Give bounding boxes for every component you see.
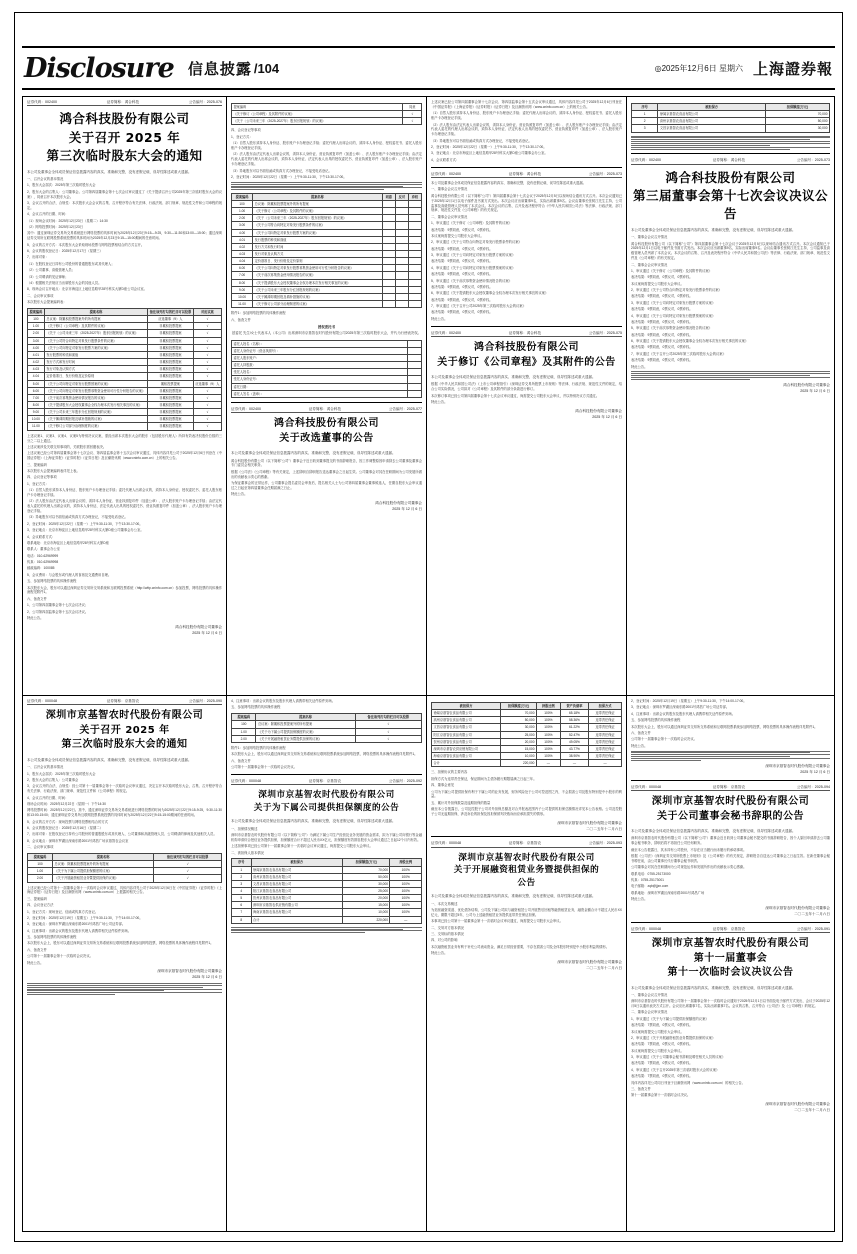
security-code: 证券代码：000048: [231, 778, 261, 783]
filler-lines: [27, 983, 222, 995]
table-row: 文昌京基智农食品有限公司 30,000 100% 61.22% 连带责任保证: [432, 724, 622, 731]
continued-signature: 深圳市京基智农时代股份有限公司董事会 2025 年 12 月 6 日: [765, 764, 830, 774]
table-row: 9.00 《关于公司未来三年股东分红回报规划的议案》 非累积投票提案 √: [28, 409, 222, 416]
table-row: 8 合计 220,000 —: [232, 916, 422, 923]
announcement-no: 公告编号：2025-073: [796, 158, 830, 163]
table-row: 4.00 《关于公司向特定对象发行股票方案的议案》 非累积投票提案 √: [28, 344, 222, 351]
security-code: 证券代码：002400: [431, 171, 461, 176]
continued-body: 4、注意事项：出席会议的股东及股东代理人请携带相关证件原件到场。 五、参加网络投票的具体操作流程: [231, 699, 336, 710]
article-body: 一、召开会议的基本情况 1、股东大会届次：2025年第三次临时股东大会 2、股东大会的召集人：公司董事会。公司第四届董事会第十七次会议审议通过了《关于提请召开公司2025年第三次临时股东大会的议案》，同意召开本次股东大会。 3、会议召开的合法、合规性：本次股东大会会议的召集、召开程序符合有关法律、行政法规、部门规章、规范性文件和公司章程的规定。 4、会议召开的日期、时间： （1）现场会议时间：2025年12月23日（星期二）14:30 （2）网络投票时间：2025年12月23日 其中：通过深圳证券交易所交易系统进行网络投票的具体时间为2025年12月23日9:15—9:25，9:30—11:30和13:00—15:00；通过深圳证券交易所互联网投票系统投票的具体时间为2025年12月23日9:15—15:00期间的任意时间。 5、会议的召开方式：本次股东大会采取现场投票与网络投票相结合的方式召开。 6、会议的股权登记日：2025年12月17日（星期三） 7、出席对象： （1）在股权登记日持有公司股份的普通股股东或其代理人； （2）公司董事、高级管理人员； （3）公司聘请的见证律师； （4）根据相关法规应当出席股东大会的其他人员。 8、现场会议召开地点：北京市海淀区上地信息路甲28号科实大厦D座公司会议室。 二、会议审议事项 本次股东大会提案编码表：: [27, 177, 222, 305]
article-meta: [631, 158, 830, 164]
table-row: 9.00 《关于公司未来三年股东分红回报规划的议案》: [232, 286, 422, 293]
table-row: 4.00 《关于公司向特定对象发行股票方案的议案》: [232, 229, 422, 236]
top-summary-table: [631, 103, 830, 133]
column-2-lower: [227, 696, 426, 1231]
table-row: 11.00 《关于修订公司部分治理制度的议案》 非累积投票提案 √: [28, 423, 222, 430]
column-2-upper: [227, 97, 426, 695]
article-meta: [27, 699, 222, 705]
table-row: 提案编码 同意: [232, 104, 422, 111]
security-code: 证券代码：002400: [431, 330, 461, 335]
table-row: 2.00 《关于〈公司未来三年（2025-2027年）股东回报规划〉的议案》 非累积投票提案 √: [28, 330, 222, 337]
column-4-lower: [627, 696, 834, 1231]
table-row: 6.00 《关于公司向特定对象发行股票募集资金使用可行性分析报告的议案》 非累积投票提案 √: [28, 387, 222, 394]
th-vote: 对应议案: [193, 308, 221, 315]
security-code: 证券代码：000048: [27, 699, 57, 703]
table-row: 3 文昌京基智农食品有限公司 30,000: [632, 125, 830, 132]
vote-instructions: 附件1：参加网络投票的具体操作流程 本次股东大会上，股东可以通过深圳证券交易所交易系统和互联网投票系统参加网络投票，网络投票的具体操作流程详见附件1。 六、备查文件 公司第十一届董事会第十一次临时会议决议。: [231, 745, 418, 769]
announcement-no: 公告编号：2025-076: [188, 100, 222, 104]
security-code: 证券代码：002400: [231, 406, 261, 411]
article-body: 一、董事会会议召开情况 深圳市京基智农时代股份有限公司第十一届董事会第十一次临时会议通知于2025年12月1日以书面及电子邮件方式发出，会议于2025年12月5日以通讯表决方式召开。会议应出席董事7名，实际出席董事7名。会议的召集、召开符合《公司法》及《公司章程》的规定。 二、董事会会议审议情况 1、审议通过《关于为下属公司提供担保额度的议案》 表决结果：7票同意，0票反对，0票弃权。 本议案尚需提交公司股东大会审议。 2、审议通过《关于开展融资租赁业务暨提供担保的议案》 表决结果：7票同意，0票反对，0票弃权。 本议案尚需提交公司股东大会审议。 3、审议通过《关于公司董事会秘书辞职及聘任相关人员的议案》 表决结果：7票同意，0票反对，0票弃权。 4、审议通过《关于召开2025年第三次临时股东大会的议案》 表决结果：7票同意，0票反对，0票弃权。 具体内容详见公司同日刊登于巨潮资讯网（www.cninfo.com.cn）的相关公告。 三、备查文件 第十一届董事会第十一次临时会议决议。: [631, 992, 830, 1098]
article-meta: [431, 331, 622, 337]
announcement-no: 公告编号：2025-073: [588, 171, 622, 176]
guarantee-detail-table: [431, 702, 622, 767]
article-jj-notice: [23, 696, 226, 1231]
table-row: 深圳市京基智农供应链有限公司 15,000 100% 43.77% 连带责任保证: [432, 745, 622, 752]
article-signature: 深圳市京基智农时代股份有限公司董事会 二〇二五年十二月六日: [557, 820, 622, 831]
table-header-row: [28, 308, 222, 315]
list-item: 委托人签名（盖章）：: [232, 390, 422, 397]
masthead-logo: Disclosure: [24, 52, 174, 84]
table-row: 4.01 发行股票的种类和面值 非累积投票提案 √: [28, 351, 222, 358]
list-item: 委托人持股数：: [232, 362, 422, 369]
article-lead: 本公司及董事会全体成员保证信息披露内容的真实、准确和完整，没有虚假记载、误导性陈述或重大遗漏。: [27, 757, 192, 762]
security-name: 证券简称：鸿合科技: [712, 158, 746, 163]
filler-lines: [231, 927, 422, 933]
article-divider: [231, 774, 422, 775]
table-row: 《关于修订〈公司章程〉及其附件的议案》 √: [232, 111, 422, 118]
table-row: 合计 220,000 — — —: [432, 760, 622, 767]
table-row: 4.04 定价基准日、发行价格及定价原则: [232, 258, 422, 265]
article-signature: 深圳市京基智农时代股份有限公司董事会 2025 年 12 月 6 日: [157, 969, 222, 980]
table-row: 4.01 发行股票的种类和面值: [232, 236, 422, 243]
article-title: 鸿合科技股份有限公司 关于改选董事的公告: [274, 418, 379, 444]
table-row: 4.02 发行方式和发行时间 非累积投票提案 √: [28, 359, 222, 366]
filler-lines: [231, 182, 422, 190]
article-divider: [631, 780, 830, 781]
security-code: 证券代码：002400: [631, 158, 661, 163]
article-lead: 本公司及董事会全体成员保证信息披露内容的真实、准确和完整，没有虚假记载、误导性陈述或重大遗漏。: [631, 985, 796, 990]
table-row: 2.00 《关于开展融资租赁业务暨提供担保的议案》 √: [232, 735, 422, 742]
table-row: 6.00 《关于公司向特定对象发行股票募集资金使用可行性分析报告的议案》: [232, 265, 422, 272]
article-body: 深圳市京基智农时代股份有限公司（以下简称"公司"）董事会近日收到公司董事会秘书提交的书面辞职报告，因个人原因申请辞去公司董事会秘书职务，辞职后将不再担任公司任何职务。 截至本公告披露日，其未持有公司股份，不存在应当履行而未履行的承诺事项。 根据《公司法》《深圳证券交易所股票上市规则》及《公司章程》的有关规定，辞职报告自送达公司董事会之日起生效。在新任董事会秘书聘任前，由公司董事长代行董事会秘书职责。 公司董事会对其在任职期间为公司规范运作和发展所作出的贡献表示衷心感谢。 联系电话：0755-25173000 传真：0755-25173001 电子邮箱：zqb@jjzn.com 联系地址：深圳市罗湖区深南东路2001号鸿昌广场 特此公告。: [631, 836, 830, 902]
table-row: 3.00 《关于公司符合向特定对象发行股票条件的议案》: [232, 222, 422, 229]
list-item: 委托人身份证号（营业执照号）：: [232, 347, 422, 354]
table-row: 5 贺州京基智农食品有限公司 20,000 100%: [232, 895, 422, 902]
article-body: 一、召开会议的基本情况 1、股东大会届次：2025年第三次临时股东大会 2、股东大会的召集人：公司董事会 3、会议召开的合法、合规性：经公司第十一届董事会第十一次临时会议审议通过，决定召开本次临时股东大会，召集、召开程序符合有关法律、行政法规、部门规章、规范性文件和《公司章程》的规定。 4、会议召开的日期、时间： 现场会议时间：2025年12月22日（星期一）下午14:30 网络投票时间：2025年12月22日。其中，通过深圳证券交易所交易系统进行网络投票的时间为2025年12月22日9:15-9:25，9:30-11:30和13:00-15:00；通过深圳证券交易所互联网投票系统投票的具体时间为2025年12月22日9:15-15:00期间的任意时间。 5、会议的召开方式：现场投票与网络投票相结合的方式 6、会议的股权登记日：2025年12月16日（星期二） 7、出席对象：在股权登记日持有公司股份的普通股股东或其代理人、公司董事和高级管理人员、公司聘请的律师及其他相关人员。 8、会议地点：深圳市罗湖区深南东路2001号鸿昌广场京基智农会议室 二、会议审议事项: [27, 765, 222, 850]
attendance-table: [231, 103, 422, 125]
network-vote-table: [231, 713, 422, 743]
proxy-form-note: 兹委托 先生/女士代表本人（本公司）出席深圳市京基智农时代股份有限公司2025年第三次临时股东大会，并代为行使表决权。: [231, 331, 422, 336]
table-row: 2.00 《关于开展融资租赁业务暨提供担保的议案》 √: [28, 875, 222, 882]
table-row: 4 阳江京基智农食品有限公司 25,000 100%: [232, 888, 422, 895]
article-meta: [27, 100, 222, 106]
article-meta: [431, 172, 622, 178]
security-code: 证券代码：000048: [431, 841, 461, 846]
list-item: 受托人身份证号：: [232, 376, 422, 383]
table-row: 3 文昌京基智农食品有限公司 30,000 100%: [232, 880, 422, 887]
table-row: 100 总议案：除累积投票提案外的所有提案 应选董事（9）人 √: [28, 316, 222, 323]
article-divider: [231, 402, 422, 403]
table-row: 10.00 《关于摊薄即期回报及填补措施的议案》 非累积投票提案 √: [28, 416, 222, 423]
masthead: [22, 46, 835, 90]
article-signature: 鸿合科技股份有限公司董事会 2025 年 12 月 6 日: [375, 501, 422, 511]
article-lead: 本公司及董事会全体成员保证信息披露内容的真实、准确和完整，没有虚假记载、误导性陈述或重大遗漏。: [27, 169, 192, 174]
announcement-no: 公告编号：2025-093: [588, 841, 622, 846]
content-grid: [22, 96, 835, 1232]
table-row: 100 总议案：除累积投票提案外的所有提案: [232, 200, 422, 207]
article-body: 一、本次交易概述 为拓宽融资渠道、优化债务结构，公司及下属公司拟与融资租赁公司开展售后回租等融资租赁业务，融资金额合计不超过人民币XX亿元，期限不超过5年，公司为上述融资租赁业务提供连带责任保证担保。 本事项已经公司第十一届董事会第十一次临时会议审议通过，尚需提交公司股东大会审议。 二、交易对方基本情况 三、交易标的基本情况 四、对公司的影响 本次融资租赁业务有利于补充公司流动资金，满足日常经营需要，不存在损害公司及全体股东特别是中小股东利益的情形。 特此公告。: [431, 901, 622, 955]
security-name: 证券简称：京基智农: [712, 926, 746, 931]
table-row: 贺州京基智农食品有限公司 20,000 100% 49.05% 连带责任保证: [432, 738, 622, 745]
announcement-no: 公告编号：2025-075: [588, 330, 622, 335]
proposal-table: [27, 853, 222, 883]
article-body: 根据《中华人民共和国公司法》《上市公司章程指引》《深圳证券交易所股票上市规则》等法律、行政法规、规范性文件的规定，结合公司实际情况，公司拟对《公司章程》及其附件的部分条款进行修订。 本次修订事项已经公司第四届董事会第十七次会议审议通过，尚需提交公司股东大会审议，并以特别决议方式通过。 特此公告。: [431, 382, 622, 405]
announcement-no: 公告编号：2025-090: [188, 699, 222, 703]
proxy-form-fields: [231, 340, 422, 398]
security-name: 证券简称：鸿合科技: [308, 406, 342, 411]
table-header-row: 提案编码 提案名称 同意 反对 弃权: [232, 193, 422, 200]
th-note: 备注该列打勾的栏目可以投票: [148, 308, 194, 315]
table-row: 1.00 《关于修订〈公司章程〉及其附件的议案》 非累积投票提案 √: [28, 323, 222, 330]
column-3-upper: [427, 97, 626, 695]
article-lead: 本公司及董事会全体成员保证信息披露内容的真实、准确和完整，没有虚假记载、误导性陈述或重大遗漏。: [431, 894, 596, 899]
article-body-cont: 上述议案1、议案3、议案4、议案5为特别决议议案，需经出席本次股东大会的股东（包括股东代理人）所持有效表决权股份总数的三分之二以上通过。 上述议案涉及关联交易事项的，关联股东需回避表决。 上述议案已经公司第四届董事会第十七次会议、第四届监事会第十五次会议审议通过，具体内容详见公司于2025年12月6日刊登在《中国证券报》《上海证券报》《证券时报》《证券日报》及巨潮资讯网（www.cninfo.com.cn）上的相关公告。 三、提案编码 本次股东大会提案编码表详见上表。 四、会议登记等事项 1、登记方式： （1）自然人股东须持本人身份证、股东账户卡办理登记手续；委托代理人出席会议的，须持本人身份证、授权委托书、委托人股东账户卡办理登记手续。 （2）法人股东由法定代表人出席会议的，须持本人身份证、营业执照复印件（加盖公章）、法人股东账户卡办理登记手续；由法定代表人委托的代理人出席会议的，须持本人身份证、法定代表人出具的授权委托书、营业执照复印件（加盖公章）、法人股东账户卡办理登记手续。 （3）异地股东可以书面信函或传真方式办理登记，不接受电话登记。 2、登记时间：2025年12月22日（星期一）上午9:30-11:30，下午13:30-17:00。 3、登记地点：北京市海淀区上地信息路甲28号科实大厦D座公司董事会办公室。 4、会议联系方式： 联系地址：北京市海淀区上地信息路甲28号科实大厦D座 联系人：董事会办公室 电话：010-62969999 传真：010-62969998 邮政编码：100085 5、会议费用：与会股东或代理人的食宿及交通费用自理。 五、参加网络投票的具体操作流程 本次股东大会，股东可以通过深圳证券交易所交易系统和互联网投票系统（http://wltp.cninfo.com.cn）参加投票，网络投票的具体操作流程见附件1。 六、备查文件 1、公司第四届董事会第十七次会议决议； 2、公司第四届监事会第十五次会议决议。 特此公告。: [27, 433, 222, 620]
guarantee-body: 三、担保协议的主要内容 担保方式为连带责任保证，保证期间为主债务履行期限届满之日起三年。 四、董事会意见 公司为下属公司提供担保有利于下属公司的业务发展，财务风险处于公司可控范围之内，不会损害公司及股东特别是中小股东的利益。 五、累计对外担保数量及逾期担保的数量 截至本公告披露日，公司及控股子公司对外担保总额及对合并报表范围内子公司提供的担保总额情况详见本公告表格。公司及控股子公司无逾期担保、涉及诉讼的担保及因担保被判决败诉而应承担损失的情形。: [431, 770, 622, 817]
table-row: 1.00 《关于为下属公司提供担保额度的议案》 √: [28, 868, 222, 875]
security-name: 证券简称：京基智农: [106, 699, 140, 703]
table-row: 8.00 《关于提请股东大会授权董事会全权办理本次发行相关事宜的议案》: [232, 279, 422, 286]
column-2-body: 四、会议登记等事项 1、登记方式： （1）自然人股东须持本人身份证、股东账户卡办理登记手续；委托代理人出席会议的，须持本人身份证、授权委托书、委托人股东账户卡办理登记手续。 （2）法人股东由法定代表人出席会议的，须持本人身份证、营业执照复印件（加盖公章）、法人股东账户卡办理登记手续；由法定代表人委托的代理人出席会议的，须持本人身份证、法定代表人出具的授权委托书、营业执照复印件（加盖公章）、法人股东账户卡办理登记手续。 （3）异地股东可以书面信函或传真方式办理登记，不接受电话登记。 2、登记时间：2025年12月22日（星期一）上午9:30-11:30，下午13:30-17:00。: [231, 128, 422, 179]
article-divider: [431, 167, 622, 168]
table-row: 2 高州京基智农食品有限公司 50,000 100%: [232, 873, 422, 880]
table-row: 5.00 《关于公司向特定对象发行股票预案的议案》 累积投票提案 应选董事（9）人: [28, 380, 222, 387]
article-signature: 鸿合科技股份有限公司董事会 2025 年 12 月 6 日: [175, 624, 222, 635]
list-item: 委托人姓名（名称）：: [232, 340, 422, 347]
article-divider: [631, 153, 830, 154]
table-header-row: 序号 被担保方 担保额度(万元): [632, 104, 830, 111]
th-name: 提案名称: [44, 308, 147, 315]
article-signature: 深圳市京基智农时代股份有限公司董事会 二〇二五年十二月六日: [765, 1102, 830, 1112]
continued-body: 2、登记时间：2025年12月19日（星期五）上午9:30-11:30，下午14:00-17:00。 3、登记地点：深圳市罗湖区深南东路2001号鸿昌广场公司证券部。 4、注意事项：出席会议的股东及股东代理人请携带相关证件原件到场。 五、参加网络投票的具体操作流程 本次股东大会上，股东可以通过深圳证券交易所交易系统和互联网投票系统参加网络投票，网络投票的具体操作流程详见附件1。 六、备查文件 公司第十一届董事会第十一次临时会议决议。 特此公告。: [631, 699, 818, 748]
table-header-row: 提案编码 提案名称 备注该列打勾的栏目可以投票: [232, 714, 422, 721]
article-meta: [631, 785, 830, 791]
article-signature: 鸿合科技股份有限公司董事会 2025 年 12 月 6 日: [783, 383, 830, 394]
article-hh-board: [627, 97, 834, 695]
masthead-section: 信息披露: [187, 60, 252, 78]
list-item: 受托人姓名：: [232, 369, 422, 376]
article-body-cont: 上述议案已经公司第十一届董事会第十一次临时会议审议通过，具体内容详见公司于2025年12月6日在《中国证券报》《证券时报》《上海证券报》《证券日报》及巨潮资讯网（www.cninfo.com.cn）上披露的相关公告。 三、提案编码 四、会议登记方法 1、登记方式：现场登记、信函或传真方式登记。 2、登记时间：2025年12月19日（星期五）上午9:30-11:30，下午14:00-17:00。 3、登记地点：深圳市罗湖区深南东路2001号鸿昌广场公司证券部。 4、注意事项：出席会议的股东及股东代理人请携带相关证件原件到场。 五、参加网络投票的具体操作流程 本次股东大会上，股东可以通过深圳证券交易所交易系统和互联网投票系统参加网络投票，网络投票的具体操作流程详见附件1。 六、备查文件 公司第十一届董事会第十一次临时会议决议。 特此公告。: [27, 885, 222, 965]
article-title: 鸿合科技股份有限公司 关于修订《公司章程》及其附件的公告: [437, 342, 616, 368]
article-lead: 本公司及董事会全体成员保证信息披露内容的真实、准确和完整，没有虚假记载、误导性陈述或重大遗漏。: [631, 227, 796, 232]
masthead-right: [655, 58, 835, 79]
article-body: 一、董事会会议召开情况 鸿合科技股份有限公司（以下简称"公司"）第四届董事会第十七次会议于2025年12月5日以现场结合通讯方式召开。本次会议通知已于2025年12月1日以电子邮件及书面方式发出。本次会议应出席董事9名，实际出席董事9名。会议由董事长张树江先生主持，公司监事及高级管理人员列席了本次会议。本次会议的召集、召开及表决程序符合《中华人民共和国公司法》等法律、行政法规、部门规章、规范性文件及《公司章程》的有关规定。 二、董事会会议审议情况 1、审议通过《关于修订〈公司章程〉及其附件的议案》 表决结果：9票同意，0票反对，0票弃权。 本议案尚需提交公司股东大会审议。 2、审议通过《关于公司符合向特定对象发行股票条件的议案》 表决结果：9票同意，0票反对，0票弃权。 3、审议通过《关于公司向特定对象发行股票方案的议案》 表决结果：9票同意，0票反对，0票弃权。 4、审议通过《关于公司向特定对象发行股票预案的议案》 表决结果：9票同意，0票反对，0票弃权。 5、审议通过《关于前次募集资金使用情况报告的议案》 表决结果：9票同意，0票反对，0票弃权。 6、审议通过《关于提请股东大会授权董事会全权办理本次发行相关事宜的议案》 表决结果：9票同意，0票反对，0票弃权。 7、审议通过《关于召开公司2025年第三次临时股东大会的议案》 表决结果：9票同意，0票反对，0票弃权。 特此公告。: [631, 235, 830, 369]
table-row: 10.00 《关于摊薄即期回报及填补措施的议案》: [232, 293, 422, 300]
table-row: 1 徐闻京基智农食品有限公司 70,000: [632, 111, 830, 118]
table-header-row: 被担保方 担保额度(万元) 持股比例 资产负债率 担保方式: [432, 703, 622, 710]
article-divider: [431, 836, 622, 837]
table-row: 7.00 《关于前次募集资金使用情况报告的议案》: [232, 272, 422, 279]
table-row: 1.00 《关于修订〈公司章程〉及其附件的议案》: [232, 208, 422, 215]
article-body: 鸿合科技股份有限公司（以下简称"公司"）董事会于近日收到董事提交的书面辞职报告，因工作调整原因申请辞去公司董事及董事会专门委员会相关职务。 根据《公司法》《公司章程》等有关规定，上述辞职自辞职报告送达董事会之日起生效。公司董事会对其在任职期间为公司发展所做出的贡献表示衷心的感谢。 为保证董事会的正常运作，公司董事会提名委员会审查后，提名相关人士为公司第四届董事会董事候选人，任期自股东大会审议通过之日起至第四届董事会任期届满之日止。 特此公告。: [231, 458, 422, 497]
table-row: 2 高州京基智农食品有限公司 50,000: [632, 118, 830, 125]
table-header-row: 序号 被担保方 担保额度(万元) 持股比例: [232, 859, 422, 866]
board-article-body: 本公司及董事会全体成员保证信息披露内容的真实、准确和完整，没有虚假记载、误导性陈述或重大遗漏。 一、董事会会议召开情况 鸿合科技股份有限公司（以下简称"公司"）第四届董事会第十七次会议于2025年12月5日以现场结合通讯方式召开。本次会议通知已于2025年12月1日以电子邮件及书面方式发出。本次会议应出席董事9名，实际出席董事9名。会议由董事长张树江先生主持，公司监事及高级管理人员列席了本次会议。本次会议的召集、召开及表决程序符合《中华人民共和国公司法》等法律、行政法规、部门规章、规范性文件及《公司章程》的有关规定。 二、董事会会议审议情况 1、审议通过《关于修订〈公司章程〉及其附件的议案》 表决结果：9票同意，0票反对，0票弃权。 本议案尚需提交公司股东大会审议。 2、审议通过《关于公司符合向特定对象发行股票条件的议案》 表决结果：9票同意，0票反对，0票弃权。 3、审议通过《关于公司向特定对象发行股票方案的议案》 表决结果：9票同意，0票反对，0票弃权。 4、审议通过《关于公司向特定对象发行股票预案的议案》 表决结果：9票同意，0票反对，0票弃权。 5、审议通过《关于前次募集资金使用情况报告的议案》 表决结果：9票同意，0票反对，0票弃权。 6、审议通过《关于提请股东大会授权董事会全权办理本次发行相关事宜的议案》 表决结果：9票同意，0票反对，0票弃权。 7、审议通过《关于召开公司2025年第三次临时股东大会的议案》 表决结果：9票同意，0票反对，0票弃权。 特此公告。: [431, 181, 622, 321]
article-title: 深圳市京基智农时代股份有限公司 关于开展融资租赁业务暨提供担保的 公告: [453, 852, 600, 888]
article-title: 深圳市京基智农时代股份有限公司 关于公司董事会秘书辞职的公告: [651, 796, 810, 822]
table-row: 2.00 《关于〈公司未来三年（2025-2027年）股东回报规划〉的议案》: [232, 215, 422, 222]
table-header-row: 提案编码 提案名称 备注该列打勾的栏目可以投票: [28, 853, 222, 860]
article-lead: 本公司及董事会全体成员保证信息披露内容的真实、准确和完整，没有虚假记载、误导性陈述或重大遗漏。: [431, 375, 596, 380]
article-divider-2: [631, 922, 830, 923]
table-row: 100 总议案：除累积投票提案外的所有提案 √: [232, 721, 422, 728]
article-divider-2: [431, 326, 622, 327]
vote-proposal-table: [231, 193, 422, 309]
table-row: 海南京基智农食品有限公司 10,000 100% 38.90% 连带责任保证: [432, 753, 622, 760]
attachment-note: 附件1：参加网络投票的具体操作流程 六、备查文件: [231, 311, 286, 322]
table-row: 3.00 《关于公司符合向特定对象发行股票条件的议案》 非累积投票提案 √: [28, 337, 222, 344]
th-code: 提案编码: [28, 308, 45, 315]
table-row: 4.03 发行对象及认购方式: [232, 250, 422, 257]
security-code: 证券代码：000048: [631, 926, 661, 931]
article-body: 一、担保情况概述 深圳市京基智农时代股份有限公司（以下简称"公司"）为满足下属公司生产经营及业务发展的资金需求，拟为下属公司向银行等金融机构申请综合授信业务提供担保，担保额度合计不超过人民币XX亿元，担保额度有效期自股东大会审议通过之日起12个月内有效。 上述担保事项已经公司第十一届董事会第十一次临时会议审议通过，尚需提交公司股东大会审议。 二、被担保人基本情况: [231, 826, 422, 855]
article-meta: [231, 407, 422, 413]
table-row: 《关于〈公司未来三年（2025-2027年）股东回报规划〉的议案》 √: [232, 118, 422, 125]
security-name: 证券简称：鸿合科技: [106, 100, 140, 104]
continued-body: 上述议案已经公司第四届董事会第十七次会议、第四届监事会第十五次会议审议通过，具体内容详见公司于2025年12月6日刊登在《中国证券报》《上海证券报》《证券时报》《证券日报》及巨潮资讯网（www.cninfo.com.cn）上的相关公告。 （1）自然人股东须持本人身份证、股东账户卡办理登记手续；委托代理人出席会议的，须持本人身份证、授权委托书、委托人股东账户卡办理登记手续。 （2）法人股东由法定代表人出席会议的，须持本人身份证、营业执照复印件（加盖公章）、法人股东账户卡办理登记手续；由法定代表人委托的代理人出席会议的，须持本人身份证、法定代表人出具的授权委托书、营业执照复印件（加盖公章）、法人股东账户卡办理登记手续。 （3）异地股东可以书面信函或传真方式办理登记，不接受电话登记。 2、登记时间：2025年12月22日（星期一）上午9:30-11:30，下午13:30-17:00。 3、登记地点：北京市海淀区上地信息路甲28号科实大厦D座公司董事会办公室。 4、会议联系方式：: [431, 100, 622, 162]
article-title: 深圳市京基智农时代股份有限公司 关于为下属公司提供担保额度的公告: [253, 790, 400, 813]
article-meta: [431, 841, 622, 847]
table-row: 6 深圳市京基智农供应链有限公司 15,000 100%: [232, 902, 422, 909]
security-name: 证券简称：京基智农: [712, 784, 746, 789]
article-lead: 本公司及董事会全体成员保证信息披露内容的真实、准确和完整，没有虚假记载、误导性陈述或重大遗漏。: [231, 451, 396, 456]
article-lead: 本公司及董事会全体成员保证信息披露内容的真实、准确和完整，没有虚假记载、误导性陈述或重大遗漏。: [231, 819, 396, 824]
table-row: 8.00 《关于提请股东大会授权董事会全权办理本次发行相关事宜的议案》 非累积投票提案 √: [28, 402, 222, 409]
table-row: 徐闻京基智农食品有限公司 70,000 100% 65.18% 连带责任保证: [432, 710, 622, 717]
table-row: 1.00 《关于为下属公司提供担保额度的议案》 √: [232, 728, 422, 735]
title-line-1: 鸿合科技股份有限公司: [59, 111, 190, 127]
announcement-no: 公告编号：2025-077: [388, 406, 422, 411]
proposal-table: [27, 308, 222, 431]
security-name: 证券简称：京基智农: [508, 841, 542, 846]
table-row: 7.00 《关于前次募集资金使用情况报告的议案》 非累积投票提案 √: [28, 394, 222, 401]
article-signature: 鸿合科技股份有限公司董事会 2025 年 12 月 6 日: [575, 408, 622, 419]
masthead-page-number: /104: [253, 60, 280, 76]
table-row: 1 徐闻京基智农食品有限公司 70,000 100%: [232, 866, 422, 873]
article-signature: 深圳市京基智农时代股份有限公司董事会 二〇二五年十二月六日: [765, 906, 830, 916]
article-signature-2: 深圳市京基智农时代股份有限公司董事会 二〇二五年十二月六日: [557, 959, 622, 970]
security-name: 证券简称：鸿合科技: [508, 171, 542, 176]
security-code: 证券代码：002400: [27, 100, 57, 104]
list-item: 委托日期：: [232, 383, 422, 390]
announcement-no: 公告编号：2025-091: [796, 926, 830, 931]
article-title: 鸿合科技股份有限公司 第三届董事会第十七次会议决议公告: [632, 169, 828, 221]
filler-lines: [631, 751, 830, 761]
article-lead: 本公司及董事会全体成员保证信息披露内容的真实、准确和完整，没有虚假记载、误导性陈述或重大遗漏。: [631, 829, 796, 834]
filler-lines: [631, 136, 830, 149]
announcement-no: 公告编号：2025-092: [388, 778, 422, 783]
article-hh-notice: [23, 97, 226, 695]
table-row: 7 海南京基智农食品有限公司 10,000 100%: [232, 909, 422, 916]
announcement-no: 公告编号：2025-094: [796, 784, 830, 789]
security-code: 证券代码：000048: [631, 784, 661, 789]
table-row: 高州京基智农食品有限公司 50,000 100% 58.36% 连带责任保证: [432, 717, 622, 724]
proxy-form-title: 授权委托书: [318, 325, 335, 330]
table-row: 4.04 定价基准日、发行价格及定价原则 非累积投票提案 √: [28, 373, 222, 380]
table-row: 4.02 发行方式和发行时间: [232, 243, 422, 250]
title-line-2: 关于召开 2025 年: [68, 129, 181, 145]
article-title: 深圳市京基智农时代股份有限公司 关于召开 2025 年 第三次临时股东大会的通知: [45, 710, 204, 751]
security-name: 证券简称：京基智农: [308, 778, 342, 783]
table-row: 4.03 发行对象及认购方式 非累积投票提案 √: [28, 366, 222, 373]
article-title: 深圳市京基智农时代股份有限公司 第十一届董事会 第十一次临时会议决议公告: [651, 938, 810, 979]
guarantee-table-small: [231, 858, 422, 923]
filler-lines-2: [631, 371, 830, 379]
security-name: 证券简称：鸿合科技: [508, 330, 542, 335]
table-row: 阳江京基智农食品有限公司 25,000 100% 52.47% 连带责任保证: [432, 731, 622, 738]
table-row: 11.00 《关于修订公司部分治理制度的议案》: [232, 301, 422, 308]
table-row: 100 总议案：除累积投票提案外的所有提案 √: [28, 861, 222, 868]
masthead-paper-name: 上海證券報: [752, 59, 833, 78]
column-3-lower: [427, 696, 626, 1231]
masthead-date: ◎2025年12月6日 星期六: [654, 63, 743, 73]
article-meta: [631, 927, 830, 933]
title-line-3: 第三次临时股东大会的通知: [46, 147, 203, 163]
article-title: [27, 110, 222, 164]
article-meta: [231, 779, 422, 785]
list-item: 委托人股东账户：: [232, 354, 422, 361]
